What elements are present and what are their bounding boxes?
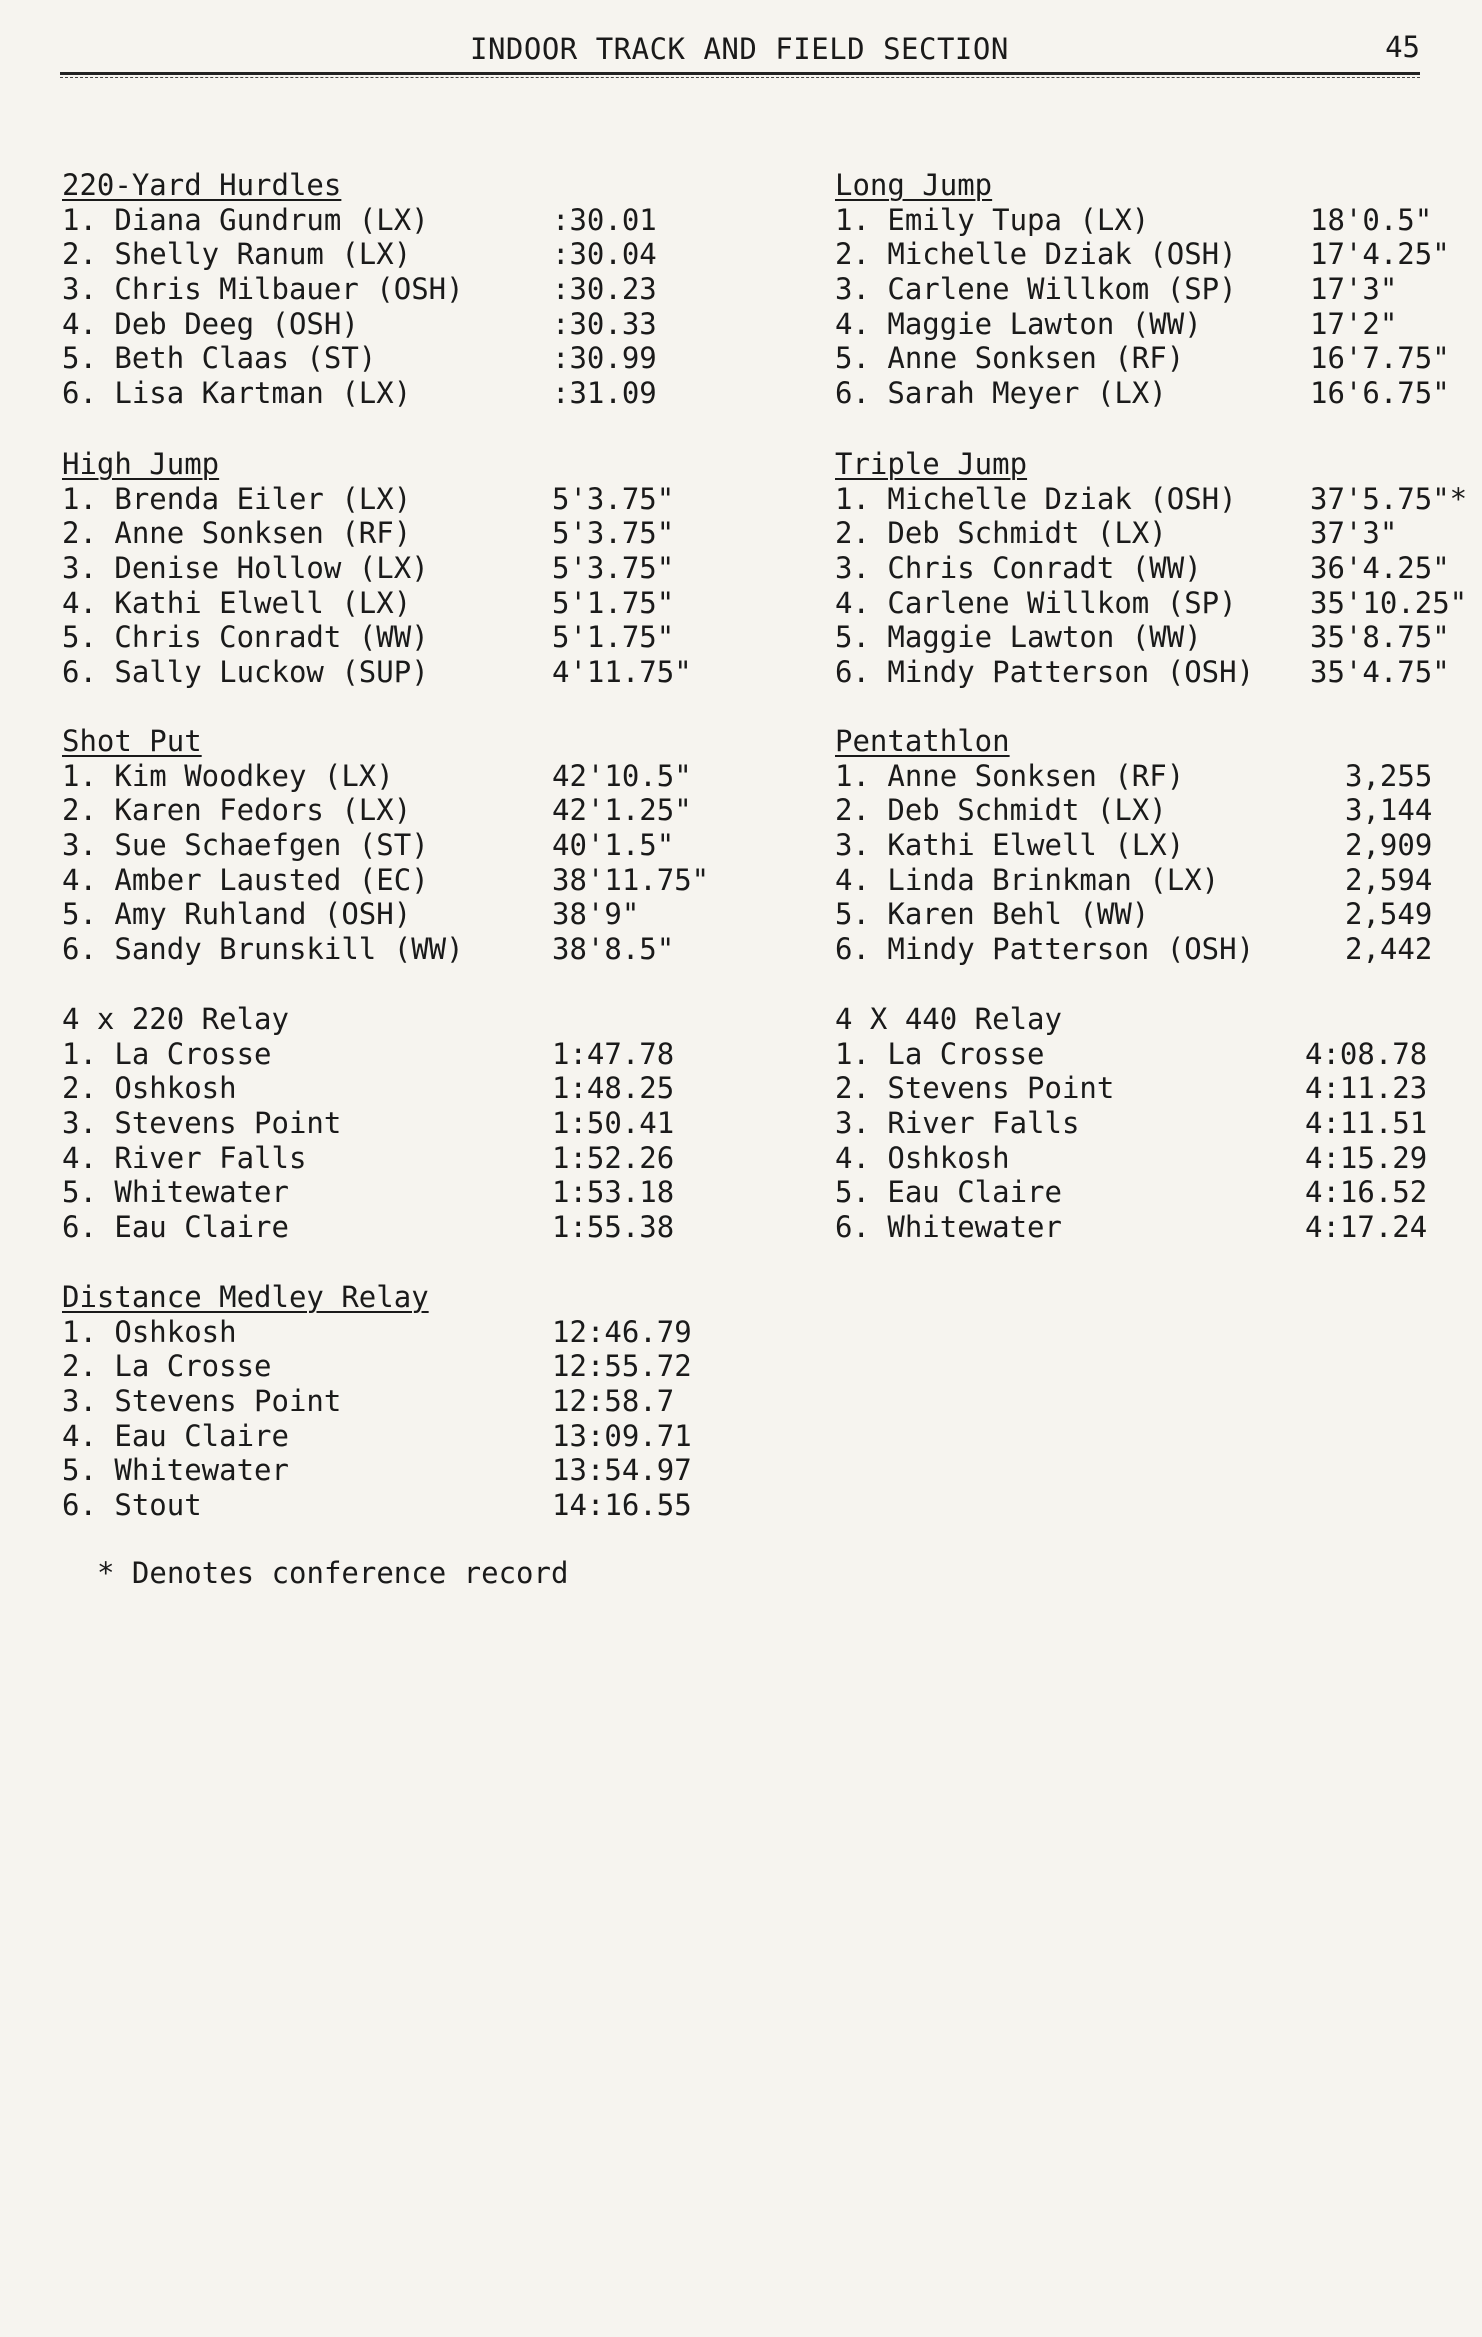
result-mark: 1:50.41 bbox=[552, 1106, 675, 1141]
result-mark: 1:48.25 bbox=[552, 1071, 675, 1106]
result-mark: 1:47.78 bbox=[552, 1036, 675, 1071]
result-name: 1. Oshkosh bbox=[62, 1314, 237, 1349]
result-row bbox=[835, 237, 1455, 272]
result-name: 2. La Crosse bbox=[62, 1349, 272, 1384]
result-row bbox=[835, 307, 1455, 342]
event-triple-jump bbox=[835, 447, 1468, 690]
result-row bbox=[835, 655, 1455, 690]
event-long-jump bbox=[835, 168, 1455, 411]
result-name: 2. Michelle Dziak (OSH) bbox=[835, 237, 1237, 272]
header-rule-dashed bbox=[60, 77, 1420, 78]
result-mark: 5'1.75" bbox=[552, 620, 675, 655]
result-mark: 35'4.75" bbox=[1310, 655, 1450, 690]
result-mark: 38'8.5" bbox=[552, 932, 675, 967]
result-name: 6. Sarah Meyer (LX) bbox=[835, 376, 1167, 411]
result-row bbox=[62, 1071, 675, 1106]
result-mark: 37'3" bbox=[1310, 516, 1398, 551]
result-row bbox=[835, 1210, 1455, 1245]
result-row bbox=[62, 516, 675, 551]
result-name: 4. Kathi Elwell (LX) bbox=[62, 585, 412, 620]
result-name: 4. River Falls bbox=[62, 1140, 307, 1175]
result-row bbox=[835, 203, 1455, 238]
result-name: 5. Beth Claas (ST) bbox=[62, 341, 377, 376]
result-name: 3. Chris Conradt (WW) bbox=[835, 551, 1202, 586]
result-name: 3. Kathi Elwell (LX) bbox=[835, 828, 1185, 863]
result-name: 5. Whitewater bbox=[62, 1175, 289, 1210]
result-row bbox=[835, 1106, 1455, 1141]
result-row bbox=[62, 585, 675, 621]
event-distance-medley-relay bbox=[62, 1280, 692, 1523]
result-row bbox=[62, 758, 692, 794]
footnote: * Denotes conference record bbox=[97, 1556, 569, 1590]
event-title: Pentathlon bbox=[835, 724, 1010, 758]
result-mark: 42'10.5" bbox=[552, 758, 692, 793]
result-mark: :30.04 bbox=[552, 237, 657, 272]
result-mark: :31.09 bbox=[552, 376, 657, 411]
result-row bbox=[835, 620, 1455, 655]
result-row bbox=[62, 551, 675, 586]
result-mark: 4'11.75" bbox=[552, 655, 692, 690]
result-row bbox=[835, 1141, 1455, 1176]
result-row bbox=[835, 376, 1455, 411]
result-row bbox=[835, 551, 1455, 586]
result-mark: 4:15.29 bbox=[1305, 1140, 1428, 1175]
result-name: 5. Amy Ruhland (OSH) bbox=[62, 897, 412, 932]
result-row bbox=[62, 1384, 675, 1419]
result-row bbox=[62, 1210, 675, 1245]
result-mark: 2,909 bbox=[1345, 828, 1433, 863]
event-title: Distance Medley Relay bbox=[62, 1280, 429, 1314]
result-name: 3. Stevens Point bbox=[62, 1106, 342, 1141]
result-row bbox=[62, 341, 762, 376]
result-name: 3. Stevens Point bbox=[62, 1384, 342, 1419]
result-row bbox=[62, 1106, 675, 1141]
result-mark: 35'8.75" bbox=[1310, 620, 1450, 655]
result-mark: 1:52.26 bbox=[552, 1140, 675, 1175]
result-mark: 1:53.18 bbox=[552, 1175, 675, 1210]
event-title: Long Jump bbox=[835, 168, 993, 202]
result-row bbox=[62, 655, 692, 690]
result-name: 2. Deb Schmidt (LX) bbox=[835, 516, 1167, 551]
result-mark: 38'9" bbox=[552, 897, 640, 932]
result-name: 6. Sandy Brunskill (WW) bbox=[62, 932, 464, 967]
result-mark: 13:54.97 bbox=[552, 1453, 692, 1488]
event-pentathlon bbox=[835, 724, 1455, 967]
result-mark: 5'3.75" bbox=[552, 516, 675, 551]
event-4x220-relay bbox=[62, 1002, 675, 1245]
event-4x440-relay bbox=[835, 1002, 1455, 1245]
result-mark: 16'6.75" bbox=[1310, 376, 1450, 411]
result-mark: 4:17.24 bbox=[1305, 1210, 1428, 1245]
result-name: 1. La Crosse bbox=[62, 1036, 272, 1071]
result-row bbox=[62, 1140, 675, 1176]
result-mark: 2,549 bbox=[1345, 897, 1433, 932]
result-name: 1. Michelle Dziak (OSH) bbox=[835, 481, 1237, 516]
result-name: 1. Diana Gundrum (LX) bbox=[62, 202, 429, 237]
result-name: 1. Brenda Eiler (LX) bbox=[62, 481, 412, 516]
event-title: 4 X 440 Relay bbox=[835, 1002, 1062, 1036]
result-mark: 36'4.25" bbox=[1310, 551, 1450, 586]
result-name: 3. Denise Hollow (LX) bbox=[62, 551, 429, 586]
result-name: 4. Deb Deeg (OSH) bbox=[62, 306, 359, 341]
result-mark: 42'1.25" bbox=[552, 793, 692, 828]
result-row bbox=[62, 828, 675, 863]
result-row bbox=[62, 307, 762, 342]
section-title: INDOOR TRACK AND FIELD SECTION bbox=[470, 32, 1009, 66]
result-mark: 17'2" bbox=[1310, 306, 1398, 341]
result-name: 6. Mindy Patterson (OSH) bbox=[835, 932, 1255, 967]
result-row bbox=[835, 1071, 1455, 1106]
result-row bbox=[62, 203, 762, 238]
result-row bbox=[62, 376, 762, 411]
result-mark: 4:08.78 bbox=[1305, 1036, 1428, 1071]
result-name: 5. Karen Behl (WW) bbox=[835, 897, 1150, 932]
result-row bbox=[835, 585, 1468, 621]
event-high-jump bbox=[62, 447, 692, 690]
result-name: 2. Deb Schmidt (LX) bbox=[835, 793, 1167, 828]
result-row bbox=[62, 897, 640, 932]
result-name: 6. Lisa Kartman (LX) bbox=[62, 376, 412, 411]
result-mark: 17'4.25" bbox=[1310, 237, 1450, 272]
result-name: 1. Anne Sonksen (RF) bbox=[835, 758, 1185, 793]
event-220-yard-hurdles bbox=[62, 168, 762, 411]
result-row bbox=[835, 828, 1455, 863]
result-mark: 12:46.79 bbox=[552, 1314, 692, 1349]
header-rule bbox=[60, 72, 1420, 75]
result-name: 2. Karen Fedors (LX) bbox=[62, 793, 412, 828]
page-header bbox=[60, 30, 1420, 78]
event-title: High Jump bbox=[62, 447, 220, 481]
result-row bbox=[62, 1349, 692, 1384]
result-mark: 18'0.5" bbox=[1310, 202, 1433, 237]
result-name: 3. Sue Schaefgen (ST) bbox=[62, 828, 429, 863]
result-name: 2. Stevens Point bbox=[835, 1071, 1115, 1106]
result-name: 5. Anne Sonksen (RF) bbox=[835, 341, 1185, 376]
result-mark: 3,255 bbox=[1345, 758, 1433, 793]
result-name: 4. Carlene Willkom (SP) bbox=[835, 585, 1237, 620]
result-row bbox=[62, 1418, 692, 1454]
result-name: 4. Linda Brinkman (LX) bbox=[835, 862, 1220, 897]
result-row bbox=[62, 237, 762, 272]
result-name: 4. Eau Claire bbox=[62, 1418, 289, 1453]
result-row bbox=[62, 1453, 692, 1488]
result-mark: :30.01 bbox=[552, 202, 657, 237]
event-title: 4 x 220 Relay bbox=[62, 1002, 289, 1036]
result-name: 4. Amber Lausted (EC) bbox=[62, 862, 429, 897]
result-row bbox=[835, 863, 1455, 898]
event-title: Shot Put bbox=[62, 724, 202, 758]
result-mark: 12:55.72 bbox=[552, 1349, 692, 1384]
event-title: 220-Yard Hurdles bbox=[62, 168, 342, 202]
result-mark: 37'5.75"* bbox=[1310, 481, 1468, 516]
result-mark: 14:16.55 bbox=[552, 1488, 692, 1523]
result-mark: 1:55.38 bbox=[552, 1210, 675, 1245]
result-mark: :30.33 bbox=[552, 306, 657, 341]
result-name: 5. Whitewater bbox=[62, 1453, 289, 1488]
result-name: 5. Chris Conradt (WW) bbox=[62, 620, 429, 655]
result-name: 5. Eau Claire bbox=[835, 1175, 1062, 1210]
result-row bbox=[62, 620, 675, 655]
result-mark: 3,144 bbox=[1345, 793, 1433, 828]
result-name: 1. Emily Tupa (LX) bbox=[835, 202, 1150, 237]
result-mark: 4:11.23 bbox=[1305, 1071, 1428, 1106]
result-row bbox=[835, 1175, 1455, 1210]
result-mark: 12:58.7 bbox=[552, 1384, 675, 1419]
result-row bbox=[62, 272, 762, 307]
result-row bbox=[835, 516, 1455, 551]
left-column bbox=[62, 168, 762, 1523]
result-mark: 4:16.52 bbox=[1305, 1175, 1428, 1210]
result-name: 5. Maggie Lawton (WW) bbox=[835, 620, 1202, 655]
result-mark: 4:11.51 bbox=[1305, 1106, 1428, 1141]
result-mark: 5'1.75" bbox=[552, 585, 675, 620]
result-row bbox=[62, 1488, 692, 1523]
result-name: 1. Kim Woodkey (LX) bbox=[62, 758, 394, 793]
result-name: 6. Stout bbox=[62, 1488, 202, 1523]
result-row bbox=[835, 272, 1455, 307]
result-mark: 5'3.75" bbox=[552, 551, 675, 586]
result-name: 6. Eau Claire bbox=[62, 1210, 289, 1245]
result-mark: 5'3.75" bbox=[552, 481, 675, 516]
result-row bbox=[62, 481, 675, 517]
result-row bbox=[62, 932, 675, 967]
result-row bbox=[62, 1175, 675, 1210]
result-mark: 16'7.75" bbox=[1310, 341, 1450, 376]
result-name: 4. Maggie Lawton (WW) bbox=[835, 306, 1202, 341]
result-name: 2. Shelly Ranum (LX) bbox=[62, 237, 412, 272]
result-mark: 38'11.75" bbox=[552, 862, 710, 897]
result-row bbox=[62, 793, 692, 828]
event-shot-put bbox=[62, 724, 710, 967]
event-title: Triple Jump bbox=[835, 447, 1028, 481]
page-number: 45 bbox=[1385, 30, 1420, 64]
result-name: 1. La Crosse bbox=[835, 1036, 1045, 1071]
result-row bbox=[835, 932, 1455, 967]
result-row bbox=[62, 862, 710, 898]
result-row bbox=[835, 759, 1455, 794]
result-row bbox=[835, 481, 1468, 517]
result-name: 3. Carlene Willkom (SP) bbox=[835, 272, 1237, 307]
result-name: 6. Mindy Patterson (OSH) bbox=[835, 655, 1255, 690]
result-row bbox=[835, 897, 1455, 932]
result-row bbox=[835, 793, 1455, 828]
result-row bbox=[835, 341, 1455, 376]
result-row bbox=[62, 1314, 692, 1350]
result-mark: 2,442 bbox=[1345, 932, 1433, 967]
result-name: 3. River Falls bbox=[835, 1106, 1080, 1141]
result-mark: :30.23 bbox=[552, 272, 657, 307]
result-mark: 35'10.25" bbox=[1310, 585, 1468, 620]
result-name: 6. Whitewater bbox=[835, 1210, 1062, 1245]
result-name: 3. Chris Milbauer (OSH) bbox=[62, 272, 464, 307]
result-mark: 13:09.71 bbox=[552, 1418, 692, 1453]
result-row bbox=[62, 1036, 675, 1072]
result-row bbox=[835, 1037, 1455, 1072]
result-mark: 40'1.5" bbox=[552, 828, 675, 863]
result-name: 2. Oshkosh bbox=[62, 1071, 237, 1106]
result-mark: 2,594 bbox=[1345, 862, 1433, 897]
result-mark: 17'3" bbox=[1310, 272, 1398, 307]
result-name: 4. Oshkosh bbox=[835, 1140, 1010, 1175]
result-name: 2. Anne Sonksen (RF) bbox=[62, 516, 412, 551]
result-name: 6. Sally Luckow (SUP) bbox=[62, 655, 429, 690]
result-mark: :30.99 bbox=[552, 341, 657, 376]
